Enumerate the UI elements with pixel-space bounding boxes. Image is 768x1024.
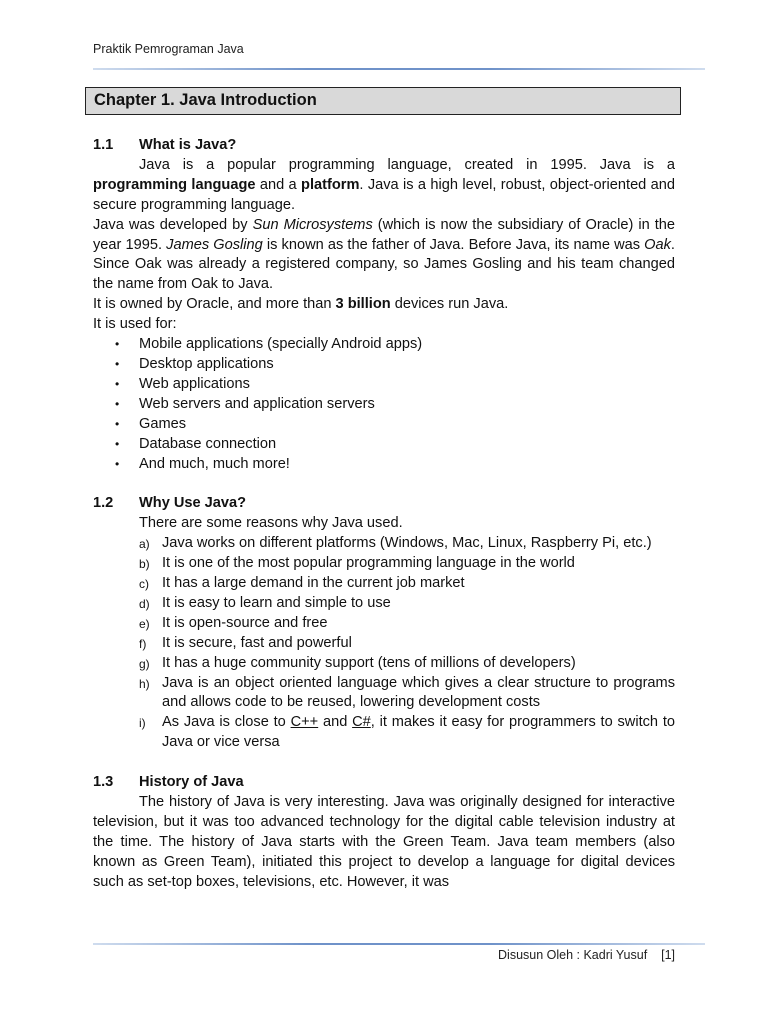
list-item-text: Java is an object oriented language which gives a clear structure to programs and allows code to be reused, lowering development costs	[162, 674, 675, 711]
italic-text: Oak	[644, 236, 671, 253]
text-run: , it makes it easy for programmers to switch to Java or vice versa	[162, 714, 675, 751]
list-item	[93, 395, 675, 415]
list-item	[93, 455, 675, 475]
list-item	[93, 654, 675, 674]
list-item	[93, 594, 675, 614]
paragraph	[93, 295, 675, 315]
list-item	[93, 435, 675, 455]
reasons-list	[93, 534, 675, 753]
list-item-text: And much, much more!	[139, 455, 290, 472]
paragraph	[93, 216, 675, 296]
italic-text: James Gosling	[166, 236, 263, 253]
list-item	[93, 335, 675, 355]
section-title: What is Java?	[139, 137, 237, 153]
list-item-text: Web applications	[139, 375, 250, 392]
paragraph	[93, 156, 675, 216]
text-run: and a	[255, 176, 302, 193]
text-run: It is owned by Oracle, and more than	[93, 296, 336, 313]
underlined-text: C#	[352, 714, 371, 731]
list-item-text: Web servers and application servers	[139, 395, 375, 412]
section-title: History of Java	[139, 774, 244, 791]
list-item	[93, 554, 675, 574]
text-run: Java is a popular programming language, created in 1995. Java is a	[139, 156, 675, 173]
list-marker: a)	[139, 537, 150, 552]
list-item-text: It has a large demand in the current job market	[162, 575, 465, 592]
footer-author: Disusun Oleh : Kadri Yusuf	[498, 948, 648, 962]
list-item-text: It is open-source and free	[162, 614, 328, 631]
list-item	[93, 614, 675, 634]
bullet-icon: •	[115, 376, 120, 391]
bullet-icon: •	[115, 356, 120, 371]
list-item-text: Java works on different platforms (Windows, Mac, Linux, Raspberry Pi, etc.)	[162, 535, 652, 552]
paragraph: There are some reasons why Java used.	[139, 515, 403, 532]
underlined-text: C++	[290, 714, 319, 731]
italic-text: Sun Microsystems	[252, 216, 373, 233]
text-run: As Java is close to	[162, 714, 291, 731]
text-run: Java was developed by	[93, 216, 253, 233]
list-item	[93, 415, 675, 435]
list-item-text: It is secure, fast and powerful	[162, 634, 352, 651]
document-body	[93, 136, 675, 893]
list-item-text: Desktop applications	[139, 355, 274, 372]
bold-text: platform	[301, 176, 360, 193]
section-title: Why Use Java?	[139, 495, 247, 512]
list-item	[93, 674, 675, 714]
bullet-icon: •	[115, 416, 120, 431]
list-marker: h)	[139, 676, 150, 691]
list-item-text: Mobile applications (specially Android apps)	[139, 336, 423, 353]
list-item	[93, 713, 675, 753]
uses-list	[93, 335, 675, 474]
paragraph: The history of Java is very interesting. Java was originally designed for interactive television, but it was too advanced technology for the digital cable television industry at the time. The history of Java starts with the Green Team. Java team members (also known as Green Team), initiated this project to develop a language for digital devices such as set-top boxes, televisions, etc. However, it was	[93, 794, 675, 890]
page-number: [1]	[661, 948, 675, 962]
text-run: . Java is a high level, robust, object-oriented and secure programming language.	[93, 176, 676, 213]
list-item-text: It has a huge community support (tens of millions of developers)	[162, 654, 576, 671]
list-marker: i)	[139, 716, 146, 731]
section-number: 1.1	[93, 137, 114, 153]
list-marker: f)	[139, 636, 147, 651]
section-heading	[93, 136, 675, 156]
bullet-icon: •	[115, 396, 120, 411]
bullet-icon: •	[115, 436, 120, 451]
list-item	[93, 355, 675, 375]
bold-text: programming language	[93, 176, 256, 193]
page-footer	[498, 948, 675, 962]
section-heading	[93, 773, 675, 793]
text-run: . Since Oak was already a registered company, so James Gosling and his team changed the name from Oak to Java.	[93, 236, 675, 293]
list-item-text: It is easy to learn and simple to use	[162, 594, 391, 611]
list-marker: d)	[139, 596, 150, 611]
text-run: devices run Java.	[390, 296, 509, 313]
bullet-icon: •	[115, 337, 120, 352]
list-item	[93, 574, 675, 594]
header-divider	[93, 68, 705, 70]
page-header-title: Praktik Pemrograman Java	[93, 42, 244, 56]
bold-text: 3 billion	[335, 296, 391, 313]
section-heading	[93, 494, 675, 514]
list-item-text: Games	[139, 415, 187, 432]
list-marker: b)	[139, 557, 150, 572]
list-marker: g)	[139, 656, 150, 671]
list-item	[93, 634, 675, 654]
list-item	[93, 375, 675, 395]
text-run: (which is now the subsidiary of Oracle) in the year 1995.	[93, 216, 675, 253]
bullet-icon: •	[115, 456, 120, 471]
chapter-title: Chapter 1. Java Introduction	[85, 87, 681, 115]
section-number: 1.2	[93, 495, 114, 512]
list-marker: c)	[139, 577, 149, 592]
text-run: and	[318, 714, 353, 731]
section-number: 1.3	[93, 774, 114, 791]
list-marker: e)	[139, 616, 150, 631]
list-item-text: Database connection	[139, 435, 277, 452]
list-item	[93, 534, 675, 554]
footer-divider	[93, 943, 705, 945]
paragraph: It is used for:	[93, 316, 177, 333]
text-run: is known as the father of Java. Before Java, its name was	[262, 236, 645, 253]
list-item-text: It is one of the most popular programming language in the world	[162, 555, 575, 572]
